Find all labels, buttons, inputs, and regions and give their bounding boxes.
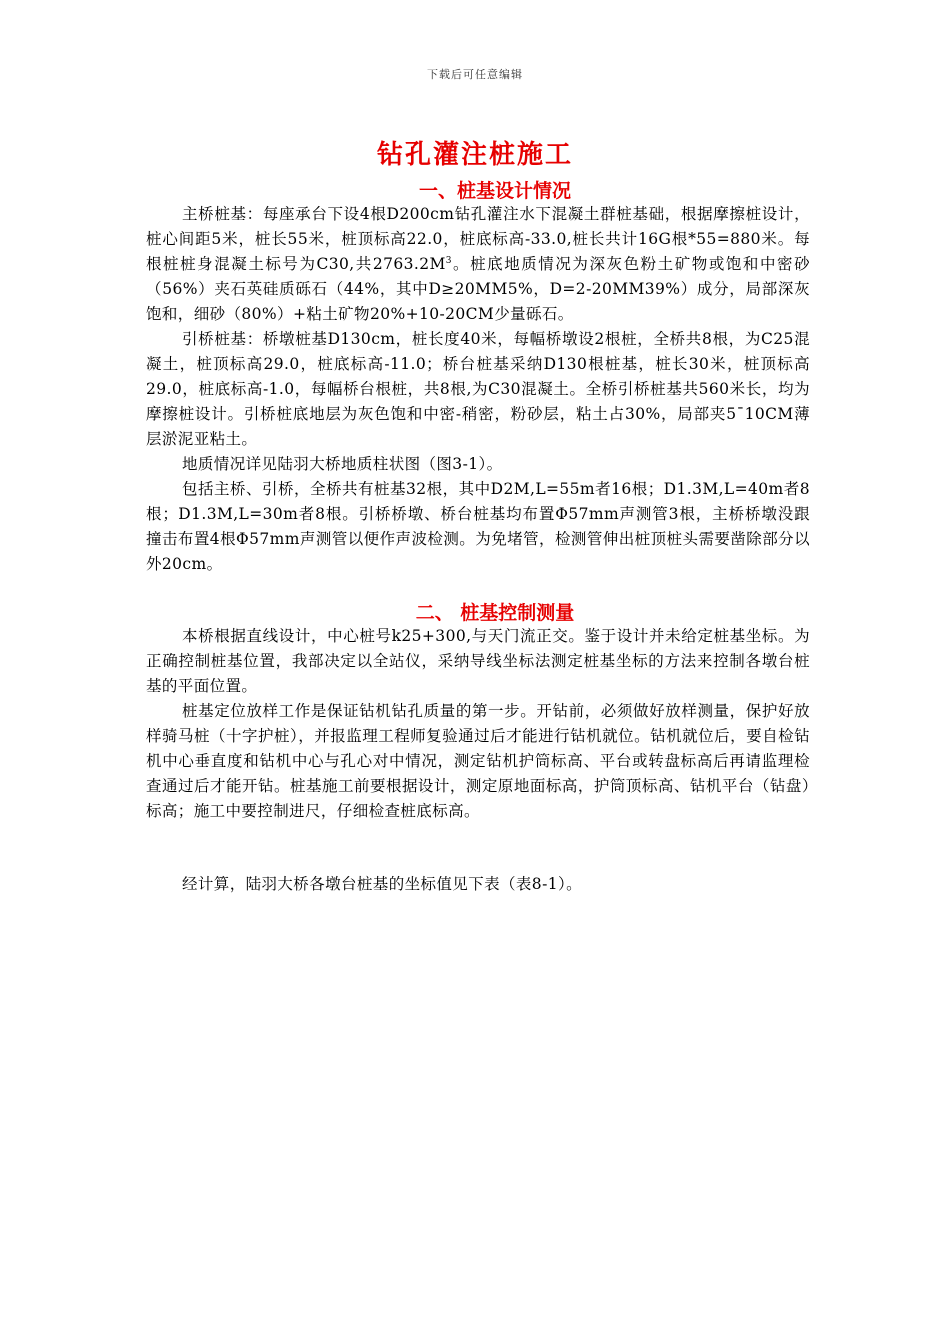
closing-block — [146, 872, 810, 897]
paragraph-text: 主桥桩基：每座承台下设4根D200cm钻孔灌注水下混凝土群桩基础，根据摩擦桩设计，桩心间距5米，桩长55米，桩顶标高22.0，桩底标高-33.0,桩长共计16G根*55=880米。每根桩桩身混凝土标号为C30,共2763.2M — [146, 205, 810, 273]
paragraph-positioning: 桩基定位放样工作是保证钻机钻孔质量的第一步。开钻前，必须做好放样测量，保护好放样骑马桩（十字护桩），并报监理工程师复验通过后才能进行钻机就位。钻机就位后，要自检钻机中心垂直度和钻机中心与孔心对中情况，测定钻机护筒标高、平台或转盘标高后再请监理检查通过后才能开钻。桩基施工前要根据设计，测定原地面标高，护筒顶标高、钻机平台（钻盘）标高；施工中要控制进尺，仔细检查桩底标高。 — [146, 702, 810, 820]
paragraph-main-bridge-piles — [146, 202, 810, 327]
section-1-body — [146, 202, 810, 577]
paragraph-text: 。桩底地质情况为深灰色粉土矿物或饱和中密砂（56%）夹石英硅质砾石（44%，其中D≥20MM5%，D=2-20MM39%）成分，局部深灰饱和，细砂（80%）+粘土矿物20%+10-20CM少量砾石。 — [146, 255, 810, 323]
header-note: 下载后可任意编辑 — [427, 68, 523, 81]
paragraph-approach-bridge-piles: 引桥桩基：桥墩桩基D130cm，桩长度40米，每幅桥墩设2根桩，全桥共8根，为C25混凝土，桩顶标高29.0，桩底标高-11.0；桥台桩基采纳D130根桩基，桩长30米，桩顶标高29.0，桩底标高-1.0，每幅桥台根桩，共8根,为C30混凝土。全桥引桥桩基共560米长，均为摩擦桩设计。引桥桩底地层为灰色饱和中密-稍密，粉砂层，粘土占30%，局部夹5¯10CM薄层淤泥亚粘土。 — [146, 330, 810, 448]
document-title: 钻孔灌注桩施工 — [376, 140, 573, 170]
superscript: 3 — [445, 255, 452, 266]
paragraph-pile-summary: 包括主桥、引桥，全桥共有桩基32根，其中D2M,L=55m者16根；D1.3M,L=40m者8根；D1.3M,L=30m者8根。引桥桥墩、桥台桩基均布置Φ57mm声测管3根，主桥桥墩没跟撞击布置4根Φ57mm声测管以便作声波检测。为免堵管，检测管伸出桩顶桩头需要凿除部分以外20cm。 — [146, 480, 810, 573]
paragraph-closing: 经计算，陆羽大桥各墩台桩基的坐标值见下表（表8-1）。 — [182, 875, 583, 893]
section-heading-2: 二、 桩基控制测量 — [415, 602, 575, 624]
section-2-body — [146, 624, 810, 824]
section-heading-1: 一、桩基设计情况 — [418, 180, 571, 202]
paragraph-control-survey: 本桥根据直线设计，中心桩号k25+300,与天门流正交。鉴于设计并未给定桩基坐标。为正确控制桩基位置，我部决定以全站仪，采纳导线坐标法测定桩基坐标的方法来控制各墩台桩基的平面位置。 — [146, 627, 810, 695]
paragraph-geology-reference: 地质情况详见陆羽大桥地质柱状图（图3-1）。 — [182, 455, 503, 473]
